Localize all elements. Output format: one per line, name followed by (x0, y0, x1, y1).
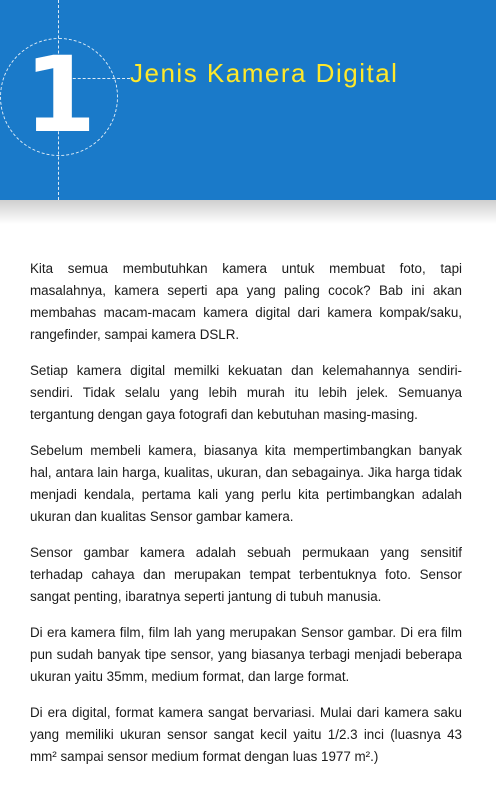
body-paragraph: Di era kamera film, film lah yang merupakan Sensor gambar. Di era film pun sudah banyak tipe sensor, yang biasanya terbagi menjadi beberapa ukuran yaitu 35mm, medium format, dan large format. (30, 625, 462, 684)
body-paragraph: Sensor gambar kamera adalah sebuah permukaan yang sensitif terhadap cahaya dan merupakan tempat terbentuknya foto. Sensor sangat penting, ibaratnya seperti jantung di tubuh manusia. (30, 545, 462, 604)
chapter-number: 1 (23, 34, 95, 156)
chapter-body (30, 258, 462, 782)
body-paragraph: Sebelum membeli kamera, biasanya kita mempertimbangkan banyak hal, antara lain harga, kualitas, ukuran, dan sebagainya. Jika harga tidak menjadi kendala, pertama kali yang perlu kita pertimbangkan adalah ukuran dan kualitas Sensor gambar kamera. (30, 443, 462, 524)
header-shadow (0, 200, 496, 224)
chapter-title: Jenis Kamera Digital (130, 58, 399, 88)
body-paragraph: Setiap kamera digital memilki kekuatan dan kelemahannya sendiri-sendiri. Tidak selalu yang lebih murah itu lebih jelek. Semuanya tergantung dengan gaya fotografi dan kebutuhan masing-masing. (30, 363, 462, 422)
chapter-header (0, 0, 496, 200)
body-paragraph: Kita semua membutuhkan kamera untuk membuat foto, tapi masalahnya, kamera seperti apa yang paling cocok? Bab ini akan membahas macam-macam kamera digital dari kamera kompak/saku, rangefinder, sampai kamera DSLR. (30, 261, 462, 342)
body-paragraph: Di era digital, format kamera sangat bervariasi. Mulai dari kamera saku yang memiliki ukuran sensor sangat kecil yaitu 1/2.3 inci (luasnya 43 mm² sampai sensor medium format dengan luas 1977 m².) (30, 705, 462, 764)
